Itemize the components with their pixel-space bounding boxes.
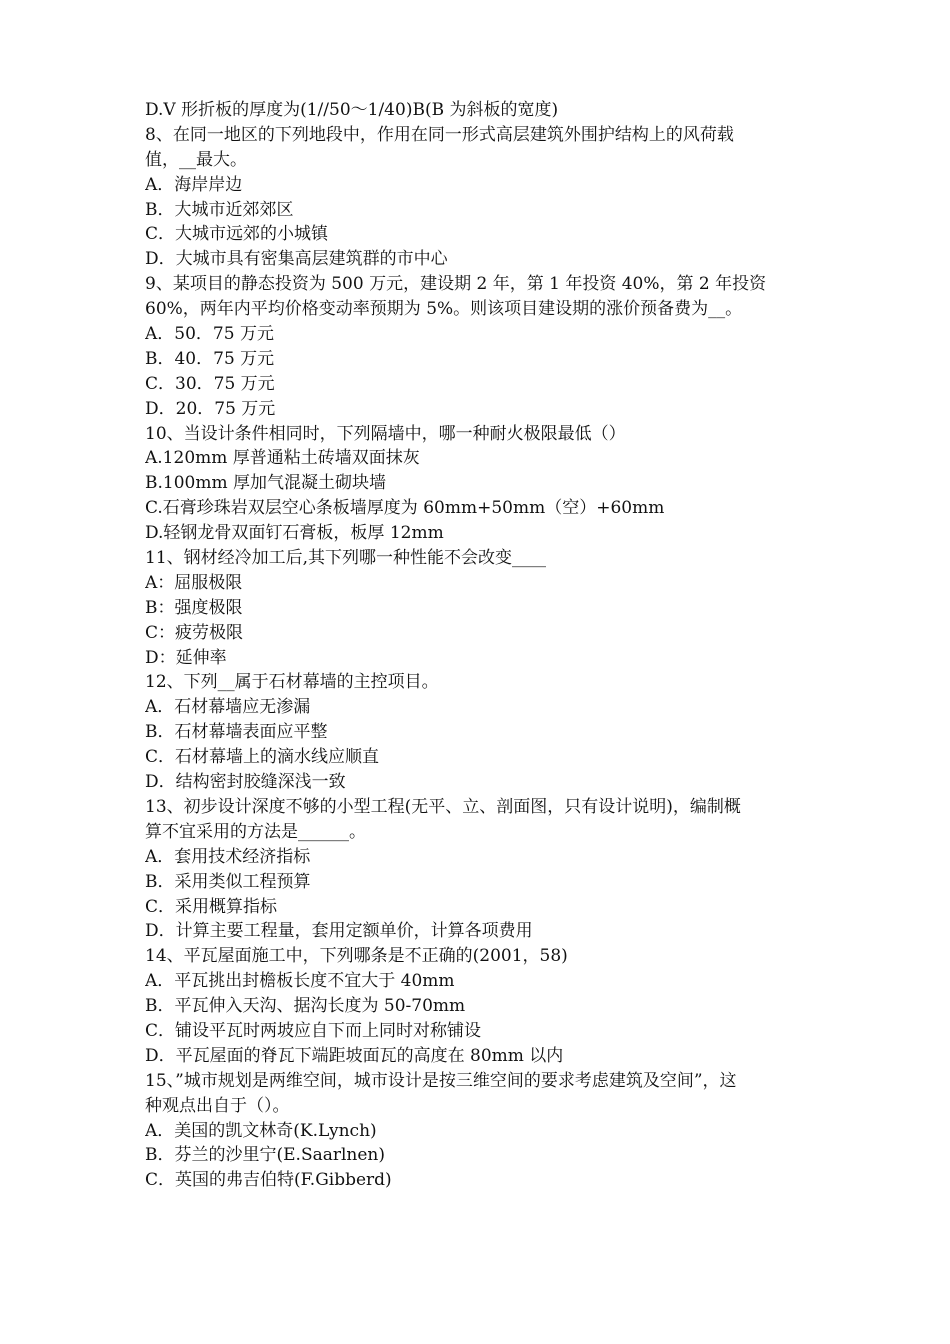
text-line: B．平瓦伸入天沟、据沟长度为 50-70mm xyxy=(145,996,466,1017)
text-line: C．30．75 万元 xyxy=(145,373,275,394)
text-line: 种观点出自于（）。 xyxy=(145,1095,290,1116)
text-line: 算不宜采用的方法是______。 xyxy=(145,821,366,842)
text-line: B．芬兰的沙里宁(E.Saarlnen) xyxy=(145,1145,386,1166)
text-line: C．大城市远郊的小城镇 xyxy=(145,224,329,245)
text-line: C：疲劳极限 xyxy=(145,622,244,643)
text-line: D．平瓦屋面的脊瓦下端距坡面瓦的高度在 80mm 以内 xyxy=(145,1045,564,1066)
text-line: 13、初步设计深度不够的小型工程(无平、立、剖面图，只有设计说明)，编制概 xyxy=(145,796,741,817)
text-line: A．套用技术经济指标 xyxy=(145,846,311,867)
text-line: 8、在同一地区的下列地段中，作用在同一形式高层建筑外围护结构上的风荷载 xyxy=(145,124,734,145)
text-line: B．石材幕墙表面应平整 xyxy=(145,722,328,743)
text-line: D．结构密封胶缝深浅一致 xyxy=(145,772,346,793)
text-line: D：延伸率 xyxy=(145,647,227,668)
text-line: 10、当设计条件相同时，下列隔墙中，哪一种耐火极限最低（） xyxy=(145,423,626,444)
text-line: 值，__最大。 xyxy=(145,149,247,170)
text-line: D．大城市具有密集高层建筑群的市中心 xyxy=(145,249,448,270)
text-line: A．美国的凯文林奇(K.Lynch) xyxy=(145,1120,377,1141)
text-line: 11、钢材经冷加工后,其下列哪一种性能不会改变____ xyxy=(145,548,547,569)
text-line: C．采用概算指标 xyxy=(145,896,278,917)
text-line: D．计算主要工程量，套用定额单价，计算各项费用 xyxy=(145,921,533,942)
text-line: 60%，两年内平均价格变动率预期为 5%。则该项目建设期的涨价预备费为__。 xyxy=(145,299,743,320)
text-line: D．20．75 万元 xyxy=(145,398,276,419)
text-line: 9、某项目的静态投资为 500 万元，建设期 2 年，第 1 年投资 40%，第 2 年投资 xyxy=(145,274,767,295)
text-line: B：强度极限 xyxy=(145,597,243,618)
text-line: A．平瓦挑出封檐板长度不宜大于 40mm xyxy=(145,971,455,992)
text-line: B．40．75 万元 xyxy=(145,348,275,369)
text-line: C.石膏珍珠岩双层空心条板墙厚度为 60mm+50mm（空）+60mm xyxy=(145,498,665,519)
text-line: 12、下列__属于石材幕墙的主控项目。 xyxy=(145,672,439,693)
text-line: B．采用类似工程预算 xyxy=(145,871,311,892)
text-line: C．铺设平瓦时两坡应自下而上同时对称铺设 xyxy=(145,1020,482,1041)
text-line: C．英国的弗吉伯特(F.Gibberd) xyxy=(145,1170,392,1191)
text-line: D.轻钢龙骨双面钉石膏板，板厚 12mm xyxy=(145,523,444,544)
text-line: 14、平瓦屋面施工中，下列哪条是不正确的(2001，58) xyxy=(145,946,568,967)
text-line: C．石材幕墙上的滴水线应顺直 xyxy=(145,747,380,768)
text-line: A.120mm 厚普通粘土砖墙双面抹灰 xyxy=(145,448,420,469)
text-line: A：屈服极限 xyxy=(145,572,243,593)
text-line: A．石材幕墙应无渗漏 xyxy=(145,697,311,718)
text-line: B.100mm 厚加气混凝土砌块墙 xyxy=(145,473,386,494)
text-line: A．50．75 万元 xyxy=(145,324,274,345)
document-page xyxy=(145,98,815,1193)
text-line: A．海岸岸边 xyxy=(145,174,243,195)
text-line: B．大城市近郊郊区 xyxy=(145,199,294,220)
text-line: D.V 形折板的厚度为(1//50～1/40)B(B 为斜板的宽度) xyxy=(145,100,559,120)
text-line: 15、”城市规划是两维空间，城市设计是按三维空间的要求考虑建筑及空间”，这 xyxy=(145,1070,737,1091)
